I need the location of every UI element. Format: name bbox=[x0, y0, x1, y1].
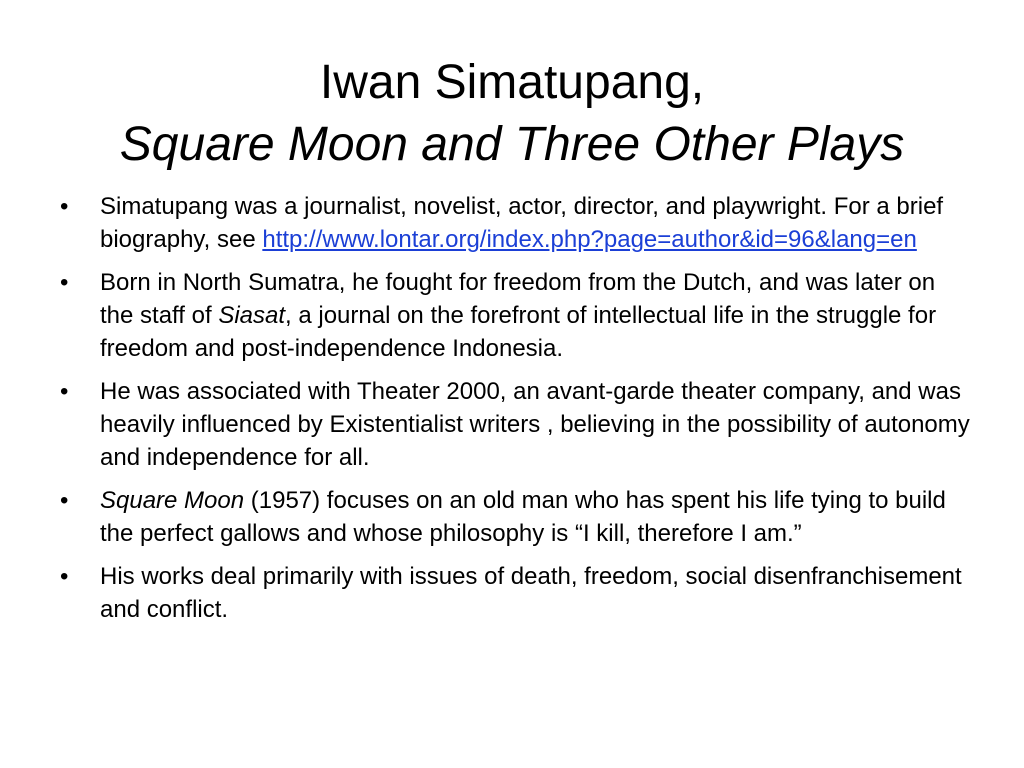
bullet-item bbox=[60, 190, 970, 256]
journal-title: Siasat bbox=[218, 302, 286, 329]
bullet-item bbox=[60, 266, 970, 365]
bullet-dot-icon: • bbox=[60, 193, 69, 220]
biography-link[interactable]: http://www.lontar.org/index.php?page=author&id=96&lang=en bbox=[262, 226, 917, 253]
bullet-text: Simatupang was a journalist, novelist, actor, director, and playwright. For a brief biography, see bbox=[100, 193, 944, 253]
play-title: Square Moon bbox=[100, 487, 245, 514]
bullet-dot-icon: • bbox=[60, 269, 69, 296]
bullet-item bbox=[60, 484, 970, 550]
bullet-text-cont: (1957) focuses on an old man who has spent his life tying to build the perfect gallows and whose philosophy is “I kill, therefore I am.” bbox=[100, 487, 946, 547]
bullet-text: His works deal primarily with issues of death, freedom, social disenfranchisement and conflict. bbox=[100, 563, 962, 623]
title-line-work: Square Moon and Three Other Plays bbox=[119, 118, 905, 171]
bullet-text: Born in North Sumatra, he fought for freedom from the Dutch, and was later on the staff of bbox=[100, 269, 936, 329]
bullet-dot-icon: • bbox=[60, 378, 69, 405]
slide-title bbox=[40, 52, 984, 176]
bullet-list bbox=[60, 190, 970, 636]
title-line-author: Iwan Simatupang, bbox=[319, 56, 705, 109]
bullet-item bbox=[60, 375, 970, 474]
bullet-text-cont: , a journal on the forefront of intellectual life in the struggle for freedom and post-independence Indonesia. bbox=[100, 302, 937, 362]
bullet-dot-icon: • bbox=[60, 487, 69, 514]
bullet-dot-icon: • bbox=[60, 563, 69, 590]
bullet-text: He was associated with Theater 2000, an avant-garde theater company, and was heavily influenced by Existentialist writers , believing in the possibility of autonomy and independence for all. bbox=[100, 378, 970, 471]
bullet-item bbox=[60, 560, 970, 626]
